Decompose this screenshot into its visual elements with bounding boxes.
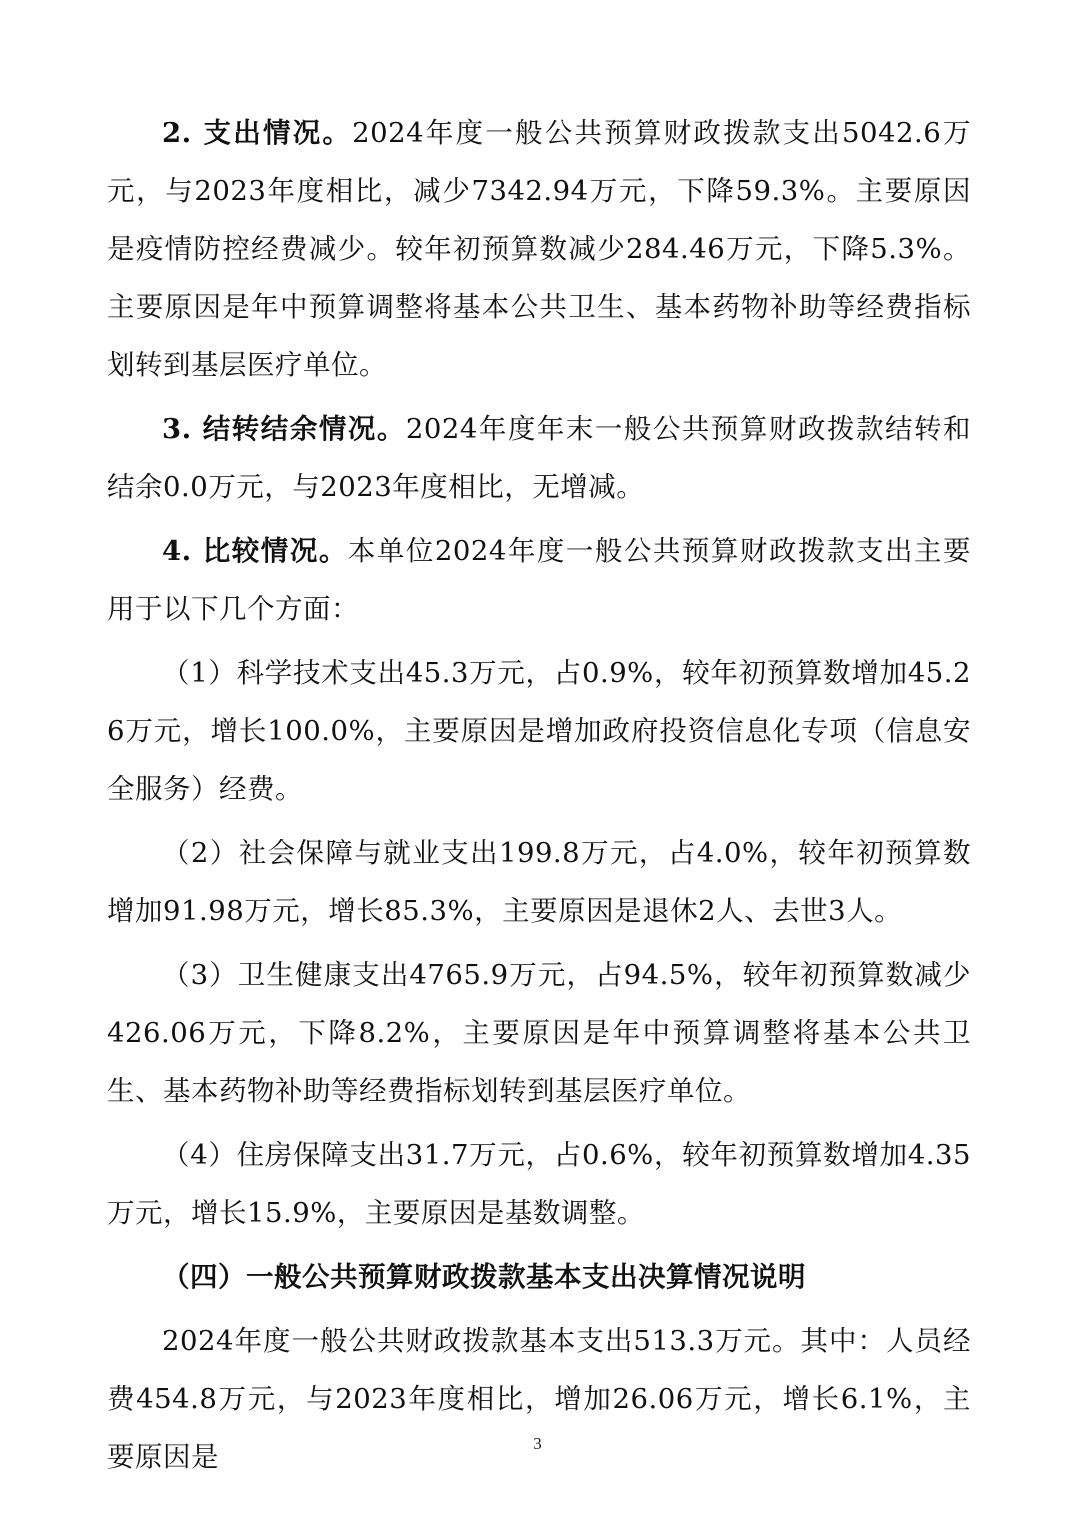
paragraph-text: （2）社会保障与就业支出199.8万元，占4.0%，较年初预算数增加91.98万元，增长85.3%，主要原因是退休2人、去世3人。	[107, 837, 971, 927]
paragraph-text: （3）卫生健康支出4765.9万元，占94.5%，较年初预算数减少426.06万元，下降8.2%，主要原因是年中预算调整将基本公共卫生、基本药物补助等经费指标划转到基层医疗单位。	[107, 959, 971, 1107]
paragraph-item-social-security	[107, 824, 971, 940]
paragraph-item-housing	[107, 1126, 971, 1242]
paragraph-text: 本单位2024年度一般公共预算财政拨款支出主要用于以下几个方面：	[107, 535, 971, 625]
paragraph-text: （4）住房保障支出31.7万元，占0.6%，较年初预算数增加4.35万元，增长15.9%，主要原因是基数调整。	[107, 1139, 971, 1229]
paragraph-item-health	[107, 946, 971, 1120]
paragraph-item-science	[107, 644, 971, 818]
paragraph-lead: 3. 结转结余情况。	[162, 413, 406, 445]
paragraph-carryover	[107, 400, 971, 516]
paragraph-comparison	[107, 522, 971, 638]
page-number: 3	[533, 1434, 542, 1453]
section-heading: （四）一般公共预算财政拨款基本支出决算情况说明	[162, 1261, 806, 1293]
document-page	[107, 104, 971, 1492]
paragraph-basic-expenditure: 2024年度一般公共财政拨款基本支出513.3万元。其中：人员经费454.8万元，与2023年度相比，增加26.06万元，增长6.1%，主要原因是	[107, 1325, 971, 1473]
paragraph-lead: 2. 支出情况。	[162, 117, 353, 149]
paragraph-lead: 4. 比较情况。	[162, 535, 348, 567]
paragraph-text: （1）科学技术支出45.3万元，占0.9%，较年初预算数增加45.26万元，增长100.0%，主要原因是增加政府投资信息化专项（信息安全服务）经费。	[107, 657, 971, 805]
paragraph-expenditure	[107, 104, 971, 394]
paragraph-text: 2024年度一般公共预算财政拨款支出5042.6万元，与2023年度相比，减少7342.94万元，下降59.3%。主要原因是疫情防控经费减少。较年初预算数减少284.46万元，下降5.3%。主要原因是年中预算调整将基本公共卫生、基本药物补助等经费指标划转到基层医疗单位。	[107, 117, 971, 381]
paragraph-text: 2024年度年末一般公共预算财政拨款结转和结余0.0万元，与2023年度相比，无增减。	[107, 413, 971, 503]
